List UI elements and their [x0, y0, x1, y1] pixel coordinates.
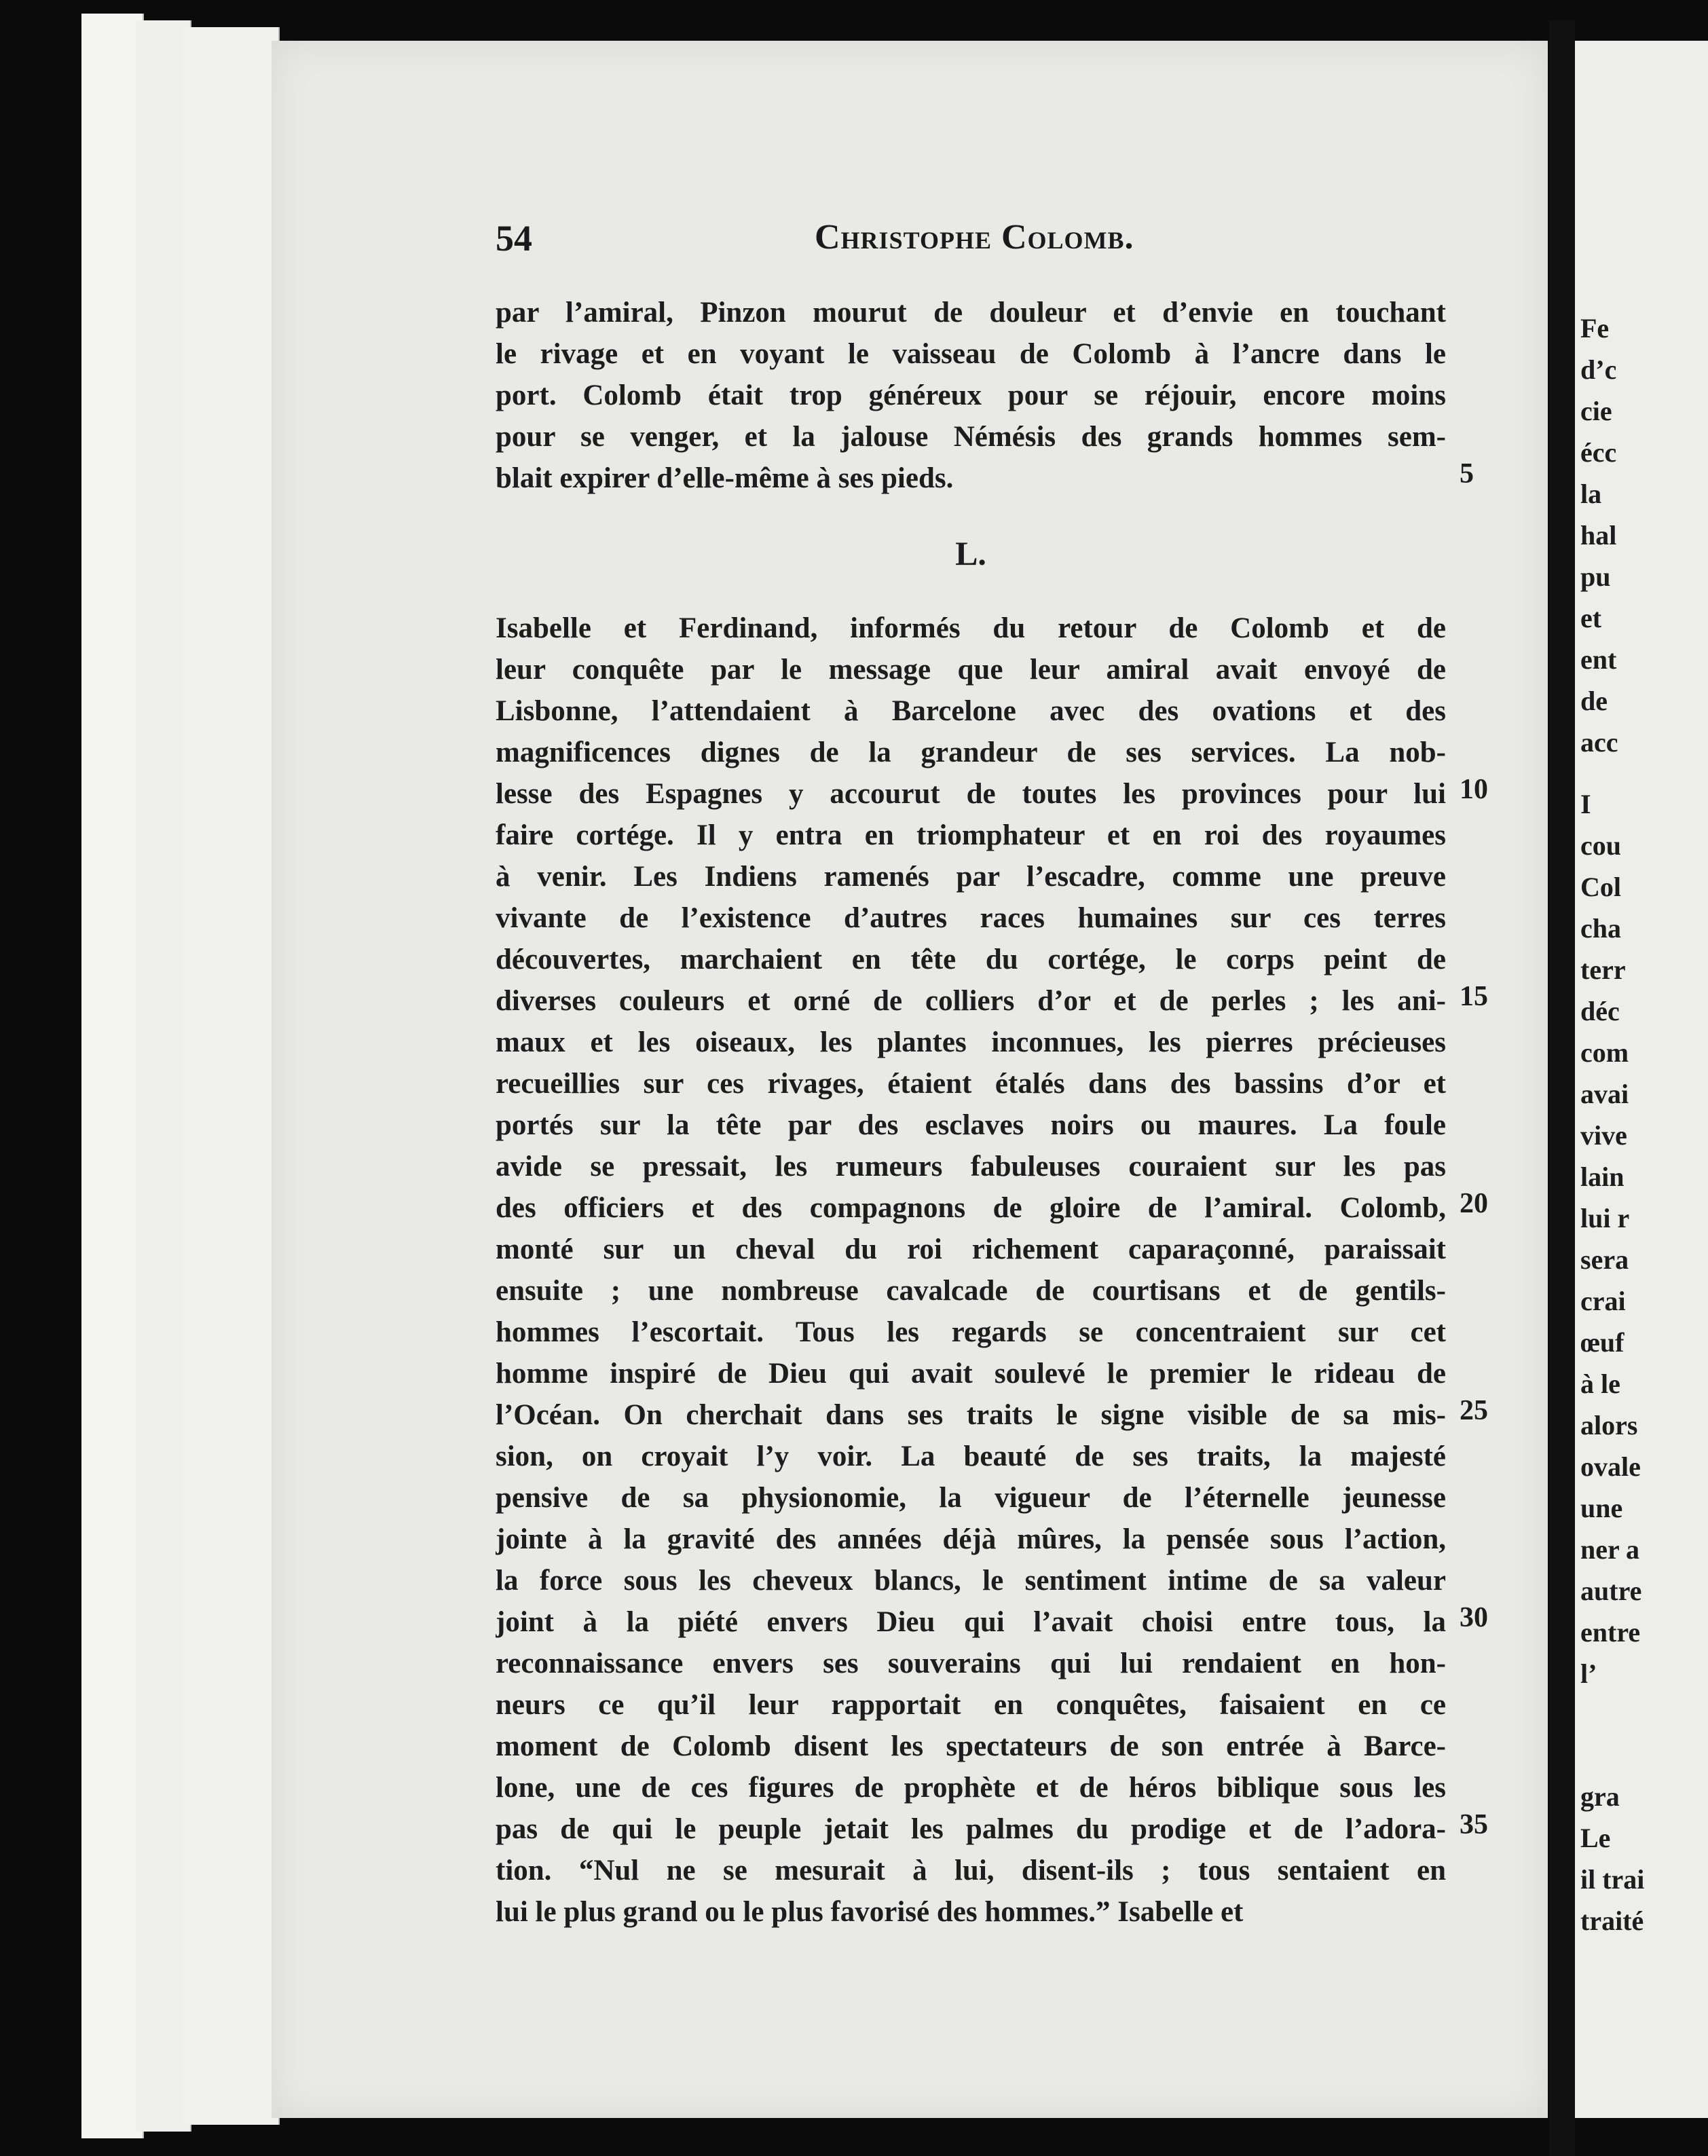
facing-page-fragment: œuf [1580, 1327, 1625, 1358]
line-number: 25 [1460, 1395, 1488, 1426]
text-line: avide se pressait, les rumeurs fabuleuses couraient sur les pas [496, 1151, 1446, 1183]
facing-page-fragment: avai [1580, 1079, 1629, 1109]
line-number: 15 [1460, 981, 1488, 1012]
text-line: homme inspiré de Dieu qui avait soulevé le premier le rideau de [496, 1358, 1446, 1390]
section-heading: L. [955, 534, 986, 572]
text-line: blait expirer d’elle-même à ses pieds. [496, 462, 954, 494]
facing-page-fragment: il trai [1580, 1864, 1645, 1895]
facing-page-fragment: hal [1580, 520, 1617, 551]
facing-page-fragment: ovale [1580, 1451, 1641, 1482]
facing-page-fragment: I [1580, 789, 1591, 819]
facing-page-fragment: acc [1580, 727, 1618, 758]
text-line: à venir. Les Indiens ramenés par l’escadre, comme une preuve [496, 861, 1446, 893]
text-line: monté sur un cheval du roi richement caparaçonné, paraissait [496, 1233, 1446, 1265]
facing-page-fragment: de [1580, 686, 1608, 716]
facing-page-fragment: une [1580, 1493, 1623, 1523]
text-line: tion. “Nul ne se mesurait à lui, disent-ils ; tous sentaient en [496, 1855, 1446, 1887]
text-line: diverses couleurs et orné de colliers d’or et de perles ; les ani- [496, 985, 1446, 1017]
page-header [496, 217, 1446, 272]
text-line: l’Océan. On cherchait dans ses traits le signe visible de sa mis- [496, 1399, 1446, 1431]
page-number: 54 [496, 218, 532, 259]
facing-page-fragment: à le [1580, 1369, 1620, 1399]
text-line: pensive de sa physionomie, la vigueur de l’éternelle jeunesse [496, 1482, 1446, 1514]
facing-page-fragment: d’c [1580, 354, 1617, 385]
facing-page-fragment: et [1580, 603, 1602, 633]
body-text [496, 292, 1446, 1933]
facing-page-fragment: Fe [1580, 313, 1610, 343]
facing-page-fragment: terr [1580, 954, 1626, 985]
text-line: sion, on croyait l’y voir. La beauté de ses traits, la majesté [496, 1441, 1446, 1472]
text-line: la force sous les cheveux blancs, le sentiment intime de sa valeur [496, 1565, 1446, 1597]
facing-page-fragment: cou [1580, 830, 1621, 861]
facing-page-fragment: ent [1580, 644, 1617, 675]
text-line: vivante de l’existence d’autres races humaines sur ces terres [496, 902, 1446, 934]
facing-page-fragment: entre [1580, 1617, 1641, 1648]
running-title: Christophe Colomb. [815, 218, 1134, 257]
text-line: Isabelle et Ferdinand, informés du retour de Colomb et de [496, 612, 1446, 644]
text-line: découvertes, marchaient en tête du cortége, le corps peint de [496, 944, 1446, 975]
line-number: 5 [1460, 458, 1474, 489]
facing-page-fragment: pu [1580, 561, 1611, 592]
facing-page-fragment: com [1580, 1037, 1629, 1068]
facing-page-fragment: ner a [1580, 1534, 1640, 1565]
page-stack-edge [183, 27, 280, 2125]
text-line: moment de Colomb disent les spectateurs de son entrée à Barce- [496, 1730, 1446, 1762]
facing-page-fragment: cie [1580, 396, 1612, 426]
text-line: ensuite ; une nombreuse cavalcade de courtisans et de gentils- [496, 1275, 1446, 1307]
facing-page-fragment: lain [1580, 1161, 1625, 1192]
text-line: des officiers et des compagnons de gloire de l’amiral. Colomb, [496, 1192, 1446, 1224]
text-line: pas de qui le peuple jetait les palmes du prodige et de l’adora- [496, 1813, 1446, 1845]
text-line: maux et les oiseaux, les plantes inconnues, les pierres précieuses [496, 1026, 1446, 1058]
text-line: port. Colomb était trop généreux pour se réjouir, encore moins [496, 379, 1446, 411]
text-line: neurs ce qu’il leur rapportait en conquêtes, faisaient en ce [496, 1689, 1446, 1721]
text-line: reconnaissance envers ses souverains qui lui rendaient en hon- [496, 1648, 1446, 1679]
line-number: 10 [1460, 774, 1488, 805]
facing-page-fragment: la [1580, 479, 1602, 509]
facing-page-fragment: alors [1580, 1410, 1638, 1441]
facing-page-fragment: sera [1580, 1244, 1629, 1275]
line-number: 30 [1460, 1602, 1488, 1633]
facing-page-fragment: autre [1580, 1576, 1642, 1606]
text-line: leur conquête par le message que leur amiral avait envoyé de [496, 654, 1446, 686]
text-line: portés sur la tête par des esclaves noirs ou maures. La foule [496, 1109, 1446, 1141]
text-line: le rivage et en voyant le vaisseau de Colomb à l’ancre dans le [496, 338, 1446, 370]
text-line: magnificences dignes de la grandeur de ses services. La nob- [496, 737, 1446, 768]
text-line: Lisbonne, l’attendaient à Barcelone avec des ovations et des [496, 695, 1446, 727]
facing-page-fragment: vive [1580, 1120, 1627, 1151]
text-line: faire cortége. Il y entra en triomphateur et en roi des royaumes [496, 819, 1446, 851]
facing-page-fragment: crai [1580, 1286, 1626, 1316]
text-line: joint à la piété envers Dieu qui l’avait choisi entre tous, la [496, 1606, 1446, 1638]
facing-page-fragment: écc [1580, 437, 1617, 468]
facing-page-fragment: Col [1580, 872, 1621, 902]
text-line: lone, une de ces figures de prophète et de héros biblique sous les [496, 1772, 1446, 1804]
text-line: lesse des Espagnes y accourut de toutes les provinces pour lui [496, 778, 1446, 810]
paragraph-2 [496, 608, 1446, 1933]
facing-page-fragment: l’ [1580, 1658, 1597, 1689]
line-number: 20 [1460, 1188, 1488, 1219]
text-line: lui le plus grand ou le plus favorisé des hommes.” Isabelle et [496, 1896, 1244, 1928]
line-number: 35 [1460, 1809, 1488, 1840]
facing-page [1575, 41, 1708, 2118]
book-gutter [1549, 20, 1575, 2156]
page-stack-edge [81, 14, 144, 2138]
text-line: pour se venger, et la jalouse Némésis des grands hommes sem- [496, 421, 1446, 453]
text-line: jointe à la gravité des années déjà mûres, la pensée sous l’action, [496, 1523, 1446, 1555]
text-line: recueillies sur ces rivages, étaient étalés dans des bassins d’or et [496, 1068, 1446, 1100]
facing-page-fragment: Le [1580, 1823, 1611, 1853]
text-line: par l’amiral, Pinzon mourut de douleur et d’envie en touchant [496, 297, 1446, 329]
facing-page-fragment: traité [1580, 1906, 1644, 1936]
facing-page-fragment: lui r [1580, 1203, 1630, 1233]
facing-page-fragment: cha [1580, 913, 1621, 944]
facing-page-fragment: gra [1580, 1781, 1620, 1812]
text-line: hommes l’escortait. Tous les regards se concentraient sur cet [496, 1316, 1446, 1348]
paragraph-1 [496, 292, 1446, 499]
facing-page-fragment: déc [1580, 996, 1620, 1026]
